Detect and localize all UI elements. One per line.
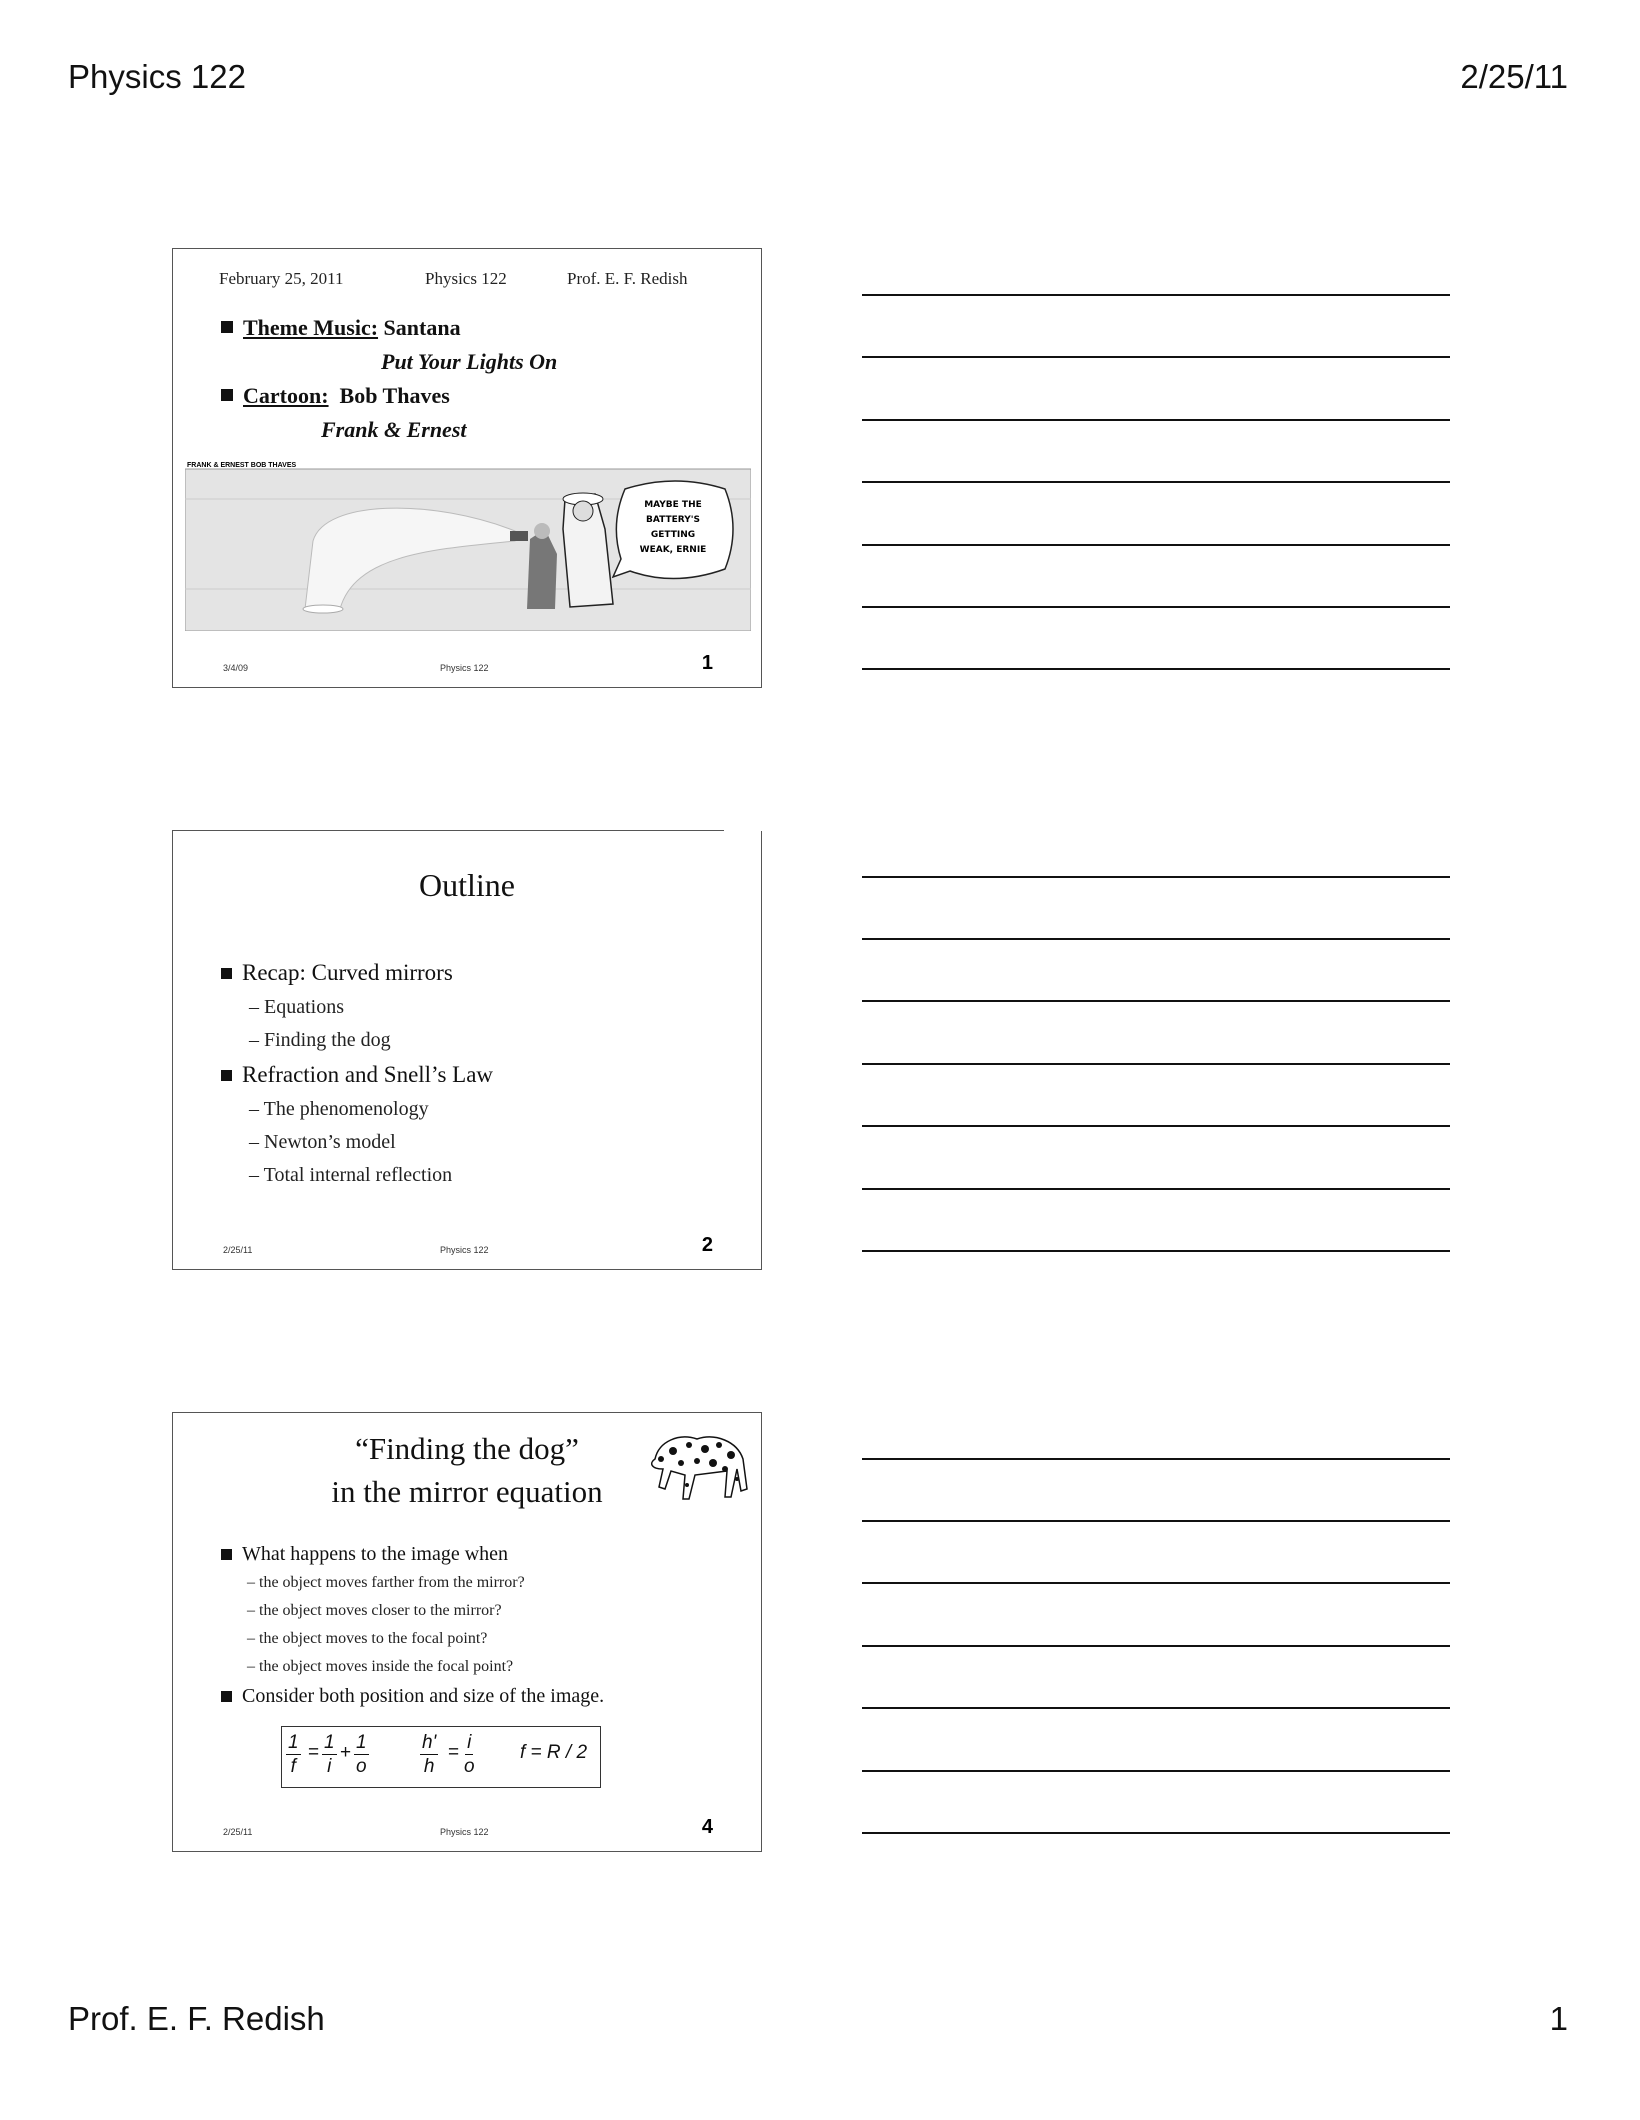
slide-footer-course: Physics 122 [440, 1827, 489, 1837]
bullet-square [221, 1549, 232, 1560]
cartoon-label: Cartoon: [243, 383, 329, 408]
note-line [862, 1520, 1450, 1522]
speech-line-1: MAYBE THE [644, 500, 702, 510]
note-line [862, 1125, 1450, 1127]
note-line [862, 1458, 1450, 1460]
theme-song: Put Your Lights On [381, 349, 558, 374]
note-line [862, 668, 1450, 670]
sub-item: – the object moves inside the focal point? [247, 1658, 514, 1675]
slide-3 [172, 1412, 762, 1852]
slide-footer-course: Physics 122 [440, 663, 489, 673]
speech-line-4: WEAK, ERNIE [639, 545, 707, 555]
slide-bullets [221, 311, 557, 447]
list-item-text: Recap: Curved mirrors [242, 960, 453, 985]
slide-header-prof: Prof. E. F. Redish [567, 269, 688, 288]
theme-label: Theme Music: [243, 315, 379, 340]
speech-line-3: GETTING [650, 530, 696, 540]
list-item [221, 955, 493, 991]
note-line [862, 1770, 1450, 1772]
cartoon-banner: FRANK & ERNEST BOB THAVES [187, 462, 297, 469]
sub-item: – Newton’s model [249, 1131, 396, 1153]
note-line [862, 294, 1450, 296]
note-line [862, 876, 1450, 878]
sub-item: – the object moves closer to the mirror? [247, 1602, 502, 1619]
slide-header-date: February 25, 2011 [219, 269, 344, 288]
equals-sign: = [448, 1742, 460, 1763]
note-line [862, 606, 1450, 608]
note-line [862, 1832, 1450, 1834]
focal-length-equation: f = R / 2 [520, 1742, 588, 1763]
cartoon-image [185, 459, 751, 631]
note-line [862, 419, 1450, 421]
sub-item: – Finding the dog [249, 1029, 391, 1051]
slide-footer-date: 2/25/11 [223, 1827, 253, 1837]
note-line [862, 1250, 1450, 1252]
list-item-text: Consider both position and size of the image. [242, 1684, 605, 1707]
list-item-text: What happens to the image when [242, 1542, 509, 1565]
sub-item: – The phenomenology [249, 1098, 429, 1120]
bullet-square [221, 968, 232, 979]
outline-list [221, 955, 493, 1192]
bullet-square [221, 389, 233, 401]
note-line [862, 1063, 1450, 1065]
sub-item: – the object moves to the focal point? [247, 1630, 488, 1647]
bullet-square [221, 1691, 232, 1702]
slide-footer-date: 2/25/11 [223, 1245, 253, 1255]
title-line-1: “Finding the dog” [355, 1431, 579, 1466]
list-item [221, 1057, 493, 1093]
note-line [862, 1645, 1450, 1647]
fraction-i-over-o: $\frac{i}{o}$ [464, 1732, 475, 1777]
note-line [862, 1188, 1450, 1190]
fraction-1-over-i: $\frac{1}{i}$ [324, 1732, 335, 1777]
bullet-square [221, 1070, 232, 1081]
slide-number: 1 [701, 652, 713, 674]
note-line [862, 544, 1450, 546]
slide-header-course: Physics 122 [425, 269, 507, 288]
note-line [862, 481, 1450, 483]
note-line [862, 1582, 1450, 1584]
cartoon-author: Bob Thaves [339, 383, 450, 408]
page-footer-number: 1 [1549, 2000, 1568, 2037]
page-header-date: 2/25/11 [1460, 58, 1568, 95]
dalmatian-dog-image [645, 1419, 753, 1507]
question-list [221, 1539, 604, 1711]
slide-1 [172, 248, 762, 688]
fraction-1-over-o: $\frac{1}{o}$ [356, 1732, 367, 1777]
slide-number: 4 [701, 1816, 713, 1838]
fraction-1-over-f: $\frac{1}{f}$ [288, 1732, 299, 1777]
note-line [862, 938, 1450, 940]
note-line [862, 356, 1450, 358]
cartoon-title: Frank & Ernest [321, 417, 467, 442]
speech-line-2: BATTERY'S [646, 515, 700, 525]
title-line-2: in the mirror equation [331, 1474, 603, 1509]
page-footer-author: Prof. E. F. Redish [68, 2000, 325, 2037]
slide-2 [172, 830, 762, 1270]
equals-sign: = [308, 1742, 320, 1763]
bullet-square [221, 321, 233, 333]
note-line [862, 1000, 1450, 1002]
slide-title: Outline [419, 867, 515, 903]
slide-footer-course: Physics 122 [440, 1245, 489, 1255]
sub-item: – Equations [249, 996, 344, 1018]
sub-item: – Total internal reflection [249, 1164, 453, 1186]
note-line [862, 1707, 1450, 1709]
equation-box [281, 1726, 601, 1788]
list-item-text: Refraction and Snell’s Law [242, 1062, 494, 1087]
list-item [221, 1681, 604, 1711]
slide-number: 2 [701, 1234, 713, 1256]
sub-item: – the object moves farther from the mirror? [247, 1574, 525, 1591]
list-item [221, 1539, 604, 1569]
theme-artist: Santana [383, 315, 461, 340]
plus-sign: + [340, 1742, 352, 1763]
page-header-course: Physics 122 [68, 58, 246, 95]
fraction-hprime-over-h: $\frac{h'}{h}$ [422, 1732, 437, 1777]
slide-footer-date: 3/4/09 [223, 663, 249, 673]
